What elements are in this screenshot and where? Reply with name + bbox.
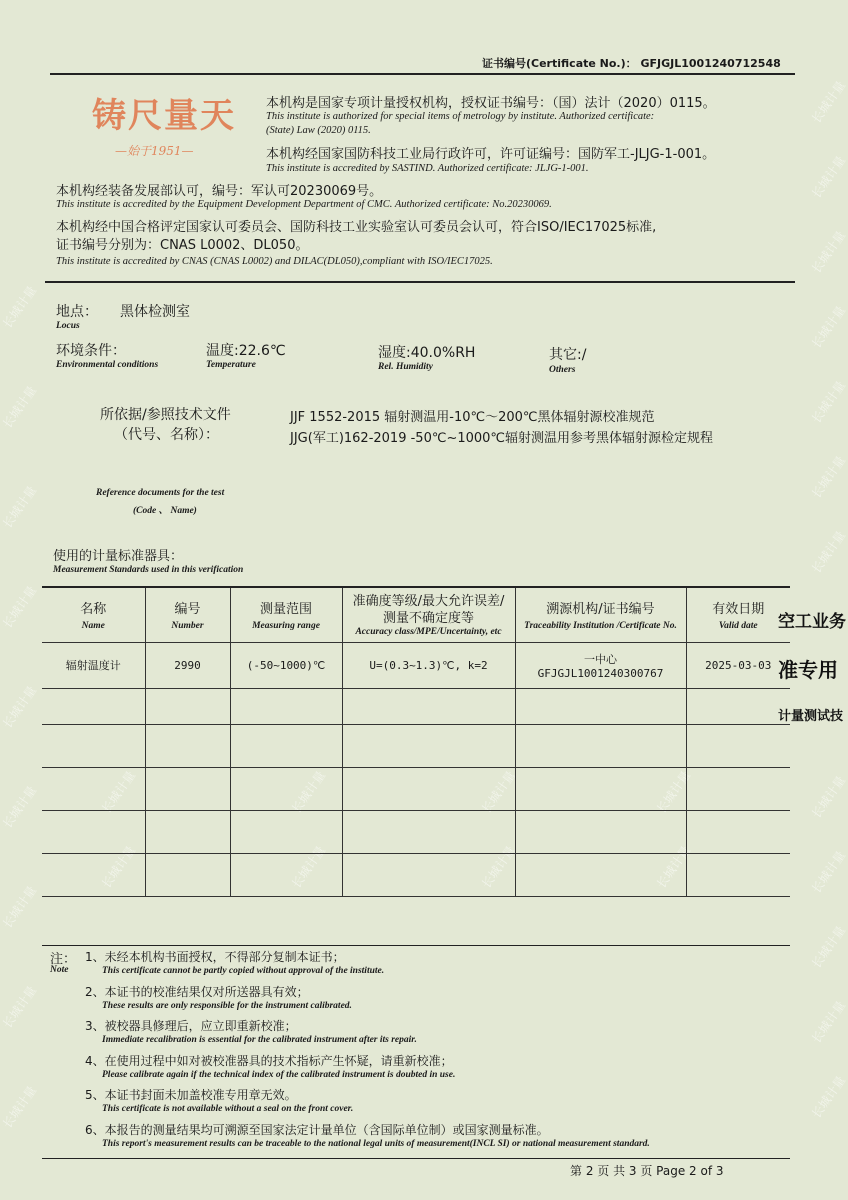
watermark-text: 长城计量 xyxy=(0,1083,40,1131)
cell-range: (-50~1000)℃ xyxy=(230,642,342,688)
environment-label-en: Environmental conditions xyxy=(56,360,159,370)
note-item-en: These results are only responsible for the instrument calibrated. xyxy=(102,1000,352,1011)
notes-label-en: Note xyxy=(50,965,69,975)
reference-label-2: （代号、名称）： xyxy=(114,427,219,443)
watermark-text: 长城计量 xyxy=(654,768,694,816)
location-label: 地点： xyxy=(56,304,98,320)
watermark-text: 长城计量 xyxy=(0,983,40,1031)
page-number: 第 2 页 共 3 页 Page 2 of 3 xyxy=(570,1164,724,1178)
note-item: 1、未经本机构书面授权，不得部分复制本证书； xyxy=(85,950,345,964)
cell-valid-date: 2025-03-03 xyxy=(686,642,790,688)
section-rule xyxy=(45,281,795,283)
watermark-text: 长城计量 xyxy=(0,383,40,431)
certificate-number xyxy=(482,55,781,71)
empty-row xyxy=(42,688,790,724)
watermark-text: 长城计量 xyxy=(809,1073,848,1121)
watermark-text: 长城计量 xyxy=(809,378,848,426)
logo: 铸尺量天 xyxy=(92,96,236,136)
cell-name: 辐射温度计 xyxy=(65,659,121,672)
note-item: 2、本证书的校准结果仅对所送器具有效； xyxy=(85,984,309,999)
accreditation-1-en: This institute is authorized for special items of metrology by institute. Authorized certificate: xyxy=(266,111,655,122)
note-item: 4、在使用过程中如对被校准器具的技术指标产生怀疑，请重新校准； xyxy=(85,1053,453,1068)
watermark-text: 长城计量 xyxy=(289,843,329,891)
accreditation-4-en: This institute is accredited by CNAS (CNAS L0002) and DILAC(DL050),compliant with ISO/IEC17025. xyxy=(56,256,493,267)
footer-rule xyxy=(42,1158,790,1159)
standards-label-en: Measurement Standards used in this verification xyxy=(53,565,244,575)
environment-label: 环境条件： xyxy=(56,343,126,359)
reference-doc-2: JJG(军工)162-2019 -50℃~1000℃辐射测温用参考黑体辐射源检定规程 xyxy=(290,431,714,446)
watermark-text: 长城计量 xyxy=(479,843,519,891)
standards-label: 使用的计量标准器具： xyxy=(53,549,184,564)
accreditation-2-en: This institute is accredited by SASTIND. Authorized certificate: JLJG-1-001. xyxy=(266,163,589,174)
certificate-value: GFJGJL1001240712548 xyxy=(640,57,781,70)
header-rule xyxy=(50,73,795,75)
note-item-en: This certificate cannot be partly copied without approval of the institute. xyxy=(102,966,385,976)
note-item-en: This report's measurement results can be traceable to the national legal units of measurement(INCL SI) or national measurement standard. xyxy=(102,1138,650,1149)
temperature-label-en: Temperature xyxy=(206,360,256,370)
table-row xyxy=(42,642,790,688)
note-item: 6、本报告的测量结果均可溯源至国家法定计量单位（含国际单位制）或国家测量标准。 xyxy=(85,1122,549,1137)
watermark-text: 长城计量 xyxy=(99,768,139,816)
watermark-text: 长城计量 xyxy=(809,998,848,1046)
watermark-text: 长城计量 xyxy=(0,683,40,731)
accreditation-1-cn: 本机构是国家专项计量授权机构，授权证书编号：（国）法计（2020）0115。 xyxy=(266,96,716,111)
note-item-en: Please calibrate again if the technical index of the calibrated instrument is doubted in use. xyxy=(102,1069,456,1080)
others-value: 其它:/ xyxy=(549,347,587,363)
note-item: 3、被校器具修理后，应立即重新校准； xyxy=(85,1019,297,1033)
logo-since: —始于1951— xyxy=(115,144,194,158)
watermark-text: 长城计量 xyxy=(289,768,329,816)
col-name: 名称 Name xyxy=(80,602,107,632)
watermark-text: 长城计量 xyxy=(654,843,694,891)
table-header-row xyxy=(42,588,790,642)
calibration-seal-stamp: 空工业务 准专用 计量测试技 xyxy=(778,612,846,724)
note-item-en: Immediate recalibration is essential for the calibrated instrument after its repair. xyxy=(102,1035,417,1045)
accreditation-3-cn: 本机构经装备发展部认可，编号：军认可20230069号。 xyxy=(56,184,383,199)
reference-label-en: Reference documents for the test xyxy=(96,488,225,498)
empty-row xyxy=(42,853,790,896)
location-value: 黑体检测室 xyxy=(120,304,190,320)
others-label-en: Others xyxy=(549,365,576,375)
watermark-text: 长城计量 xyxy=(99,843,139,891)
notes-label: 注： xyxy=(50,952,77,967)
standards-table xyxy=(42,588,790,897)
empty-row xyxy=(42,810,790,853)
col-valid-date: 有效日期 Valid date xyxy=(686,588,790,642)
watermark-text: 长城计量 xyxy=(0,583,40,631)
cell-number: 2990 xyxy=(145,642,230,688)
col-accuracy: 准确度等级/最大允许误差/测量不确定度等 Accuracy class/MPE/Uncertainty, etc xyxy=(342,588,515,642)
humidity-value: 湿度:40.0%RH xyxy=(378,345,476,361)
watermark-text: 长城计量 xyxy=(809,453,848,501)
watermark-text: 长城计量 xyxy=(0,783,40,831)
col-number: 编号 Number xyxy=(145,588,230,642)
cell-accuracy: U=(0.3~1.3)℃, k=2 xyxy=(342,642,515,688)
accreditation-2-cn: 本机构经国家国防科技工业局行政许可，许可证编号：国防军工-JLJG-1-001。 xyxy=(266,147,716,162)
empty-row xyxy=(42,724,790,767)
cell-traceability: 一中心 GFJGJL1001240300767 xyxy=(515,642,686,688)
watermark-text: 长城计量 xyxy=(809,923,848,971)
certificate-label: 证书编号(Certificate No.)： xyxy=(482,57,637,70)
watermark-text: 长城计量 xyxy=(0,483,40,531)
location-label-en: Locus xyxy=(56,321,80,331)
watermark-text: 长城计量 xyxy=(809,848,848,896)
watermark-text: 长城计量 xyxy=(809,78,848,126)
reference-label-en-2: (Code 、 Name) xyxy=(133,506,197,516)
col-traceability: 溯源机构/证书编号 Traceability Institution /Certificate No. xyxy=(515,588,686,642)
notes-rule xyxy=(42,945,790,946)
empty-row xyxy=(42,767,790,810)
watermark-text: 长城计量 xyxy=(809,153,848,201)
note-item: 5、本证书封面未加盖校准专用章无效。 xyxy=(85,1088,297,1102)
watermark-text: 长城计量 xyxy=(479,768,519,816)
watermark-text: 长城计量 xyxy=(0,283,40,331)
watermark-text: 长城计量 xyxy=(0,883,40,931)
temperature-value: 温度:22.6℃ xyxy=(206,343,286,359)
col-range: 测量范围 Measuring range xyxy=(230,588,342,642)
humidity-label-en: Rel. Humidity xyxy=(378,362,433,372)
watermark-text: 长城计量 xyxy=(809,228,848,276)
note-item-en: This certificate is not available without a seal on the front cover. xyxy=(102,1104,354,1114)
watermark-text: 长城计量 xyxy=(809,528,848,576)
watermark-text: 长城计量 xyxy=(809,773,848,821)
watermark-text: 长城计量 xyxy=(809,303,848,351)
reference-doc-1: JJF 1552-2015 辐射测温用-10℃～200℃黑体辐射源校准规范 xyxy=(290,410,655,425)
reference-label: 所依据/参照技术文件 xyxy=(100,407,231,423)
accreditation-4-cn2: 证书编号分别为：CNAS L0002、DL050。 xyxy=(56,238,309,253)
accreditation-1-en2: (State) Law (2020) 0115. xyxy=(266,125,371,136)
accreditation-3-en: This institute is accredited by the Equipment Development Department of CMC. Authorized certificate: No.20230069. xyxy=(56,199,552,210)
accreditation-4-cn: 本机构经中国合格评定国家认可委员会、国防科技工业实验室认可委员会认可，符合ISO/IEC17025标准, xyxy=(56,220,657,235)
